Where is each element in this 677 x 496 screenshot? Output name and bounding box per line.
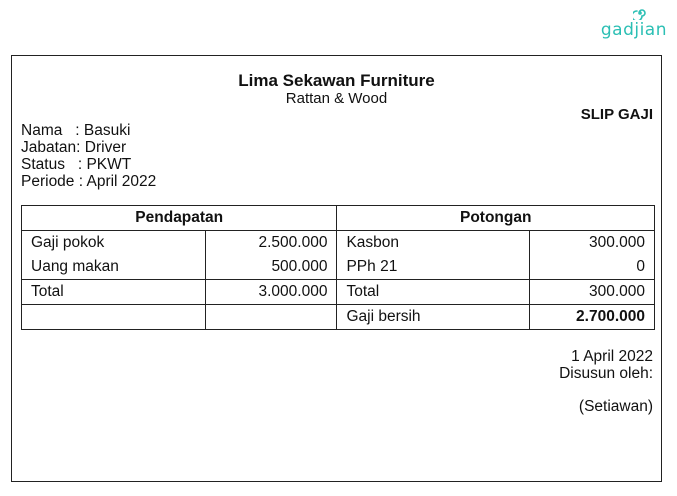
deduction-value: 0 [530, 255, 655, 280]
deduction-total-label: Total [337, 280, 530, 305]
empty-cell [22, 305, 206, 330]
deduction-value: 300.000 [530, 231, 655, 256]
income-label: Uang makan [22, 255, 206, 280]
income-total-value: 3.000.000 [205, 280, 337, 305]
deduction-label: PPh 21 [337, 255, 530, 280]
employee-info [21, 122, 156, 190]
swirl-icon [633, 6, 647, 20]
signature-date: 1 April 2022 [571, 348, 653, 365]
income-label: Gaji pokok [22, 231, 206, 256]
deduction-total-value: 300.000 [530, 280, 655, 305]
signature-block [559, 348, 653, 382]
income-total-label: Total [22, 280, 206, 305]
payslip [11, 55, 662, 482]
net-label: Gaji bersih [337, 305, 530, 330]
company-name: Lima Sekawan Furniture [238, 71, 435, 90]
empty-cell [205, 305, 337, 330]
deduction-label: Kasbon [337, 231, 530, 256]
table-row [22, 231, 655, 256]
net-value: 2.700.000 [530, 305, 655, 330]
slip-title: SLIP GAJI [580, 106, 653, 123]
deduction-header: Potongan [337, 206, 655, 231]
income-value: 2.500.000 [205, 231, 337, 256]
total-row [22, 280, 655, 305]
income-value: 500.000 [205, 255, 337, 280]
logo-text: gadjian [600, 20, 667, 40]
employee-status: Status : PKWT [21, 156, 132, 173]
employee-position: Jabatan: Driver [21, 139, 127, 156]
salary-table [21, 205, 655, 330]
net-row [22, 305, 655, 330]
table-row [22, 255, 655, 280]
company-tagline: Rattan & Wood [285, 90, 388, 107]
prepared-by-label: Disusun oleh: [559, 365, 653, 382]
employee-name: Nama : Basuki [21, 122, 131, 139]
table-header-row [22, 206, 655, 231]
income-header: Pendapatan [22, 206, 337, 231]
employee-period: Periode : April 2022 [21, 173, 157, 190]
gadjian-logo [587, 6, 667, 42]
signer-name: (Setiawan) [578, 398, 653, 415]
